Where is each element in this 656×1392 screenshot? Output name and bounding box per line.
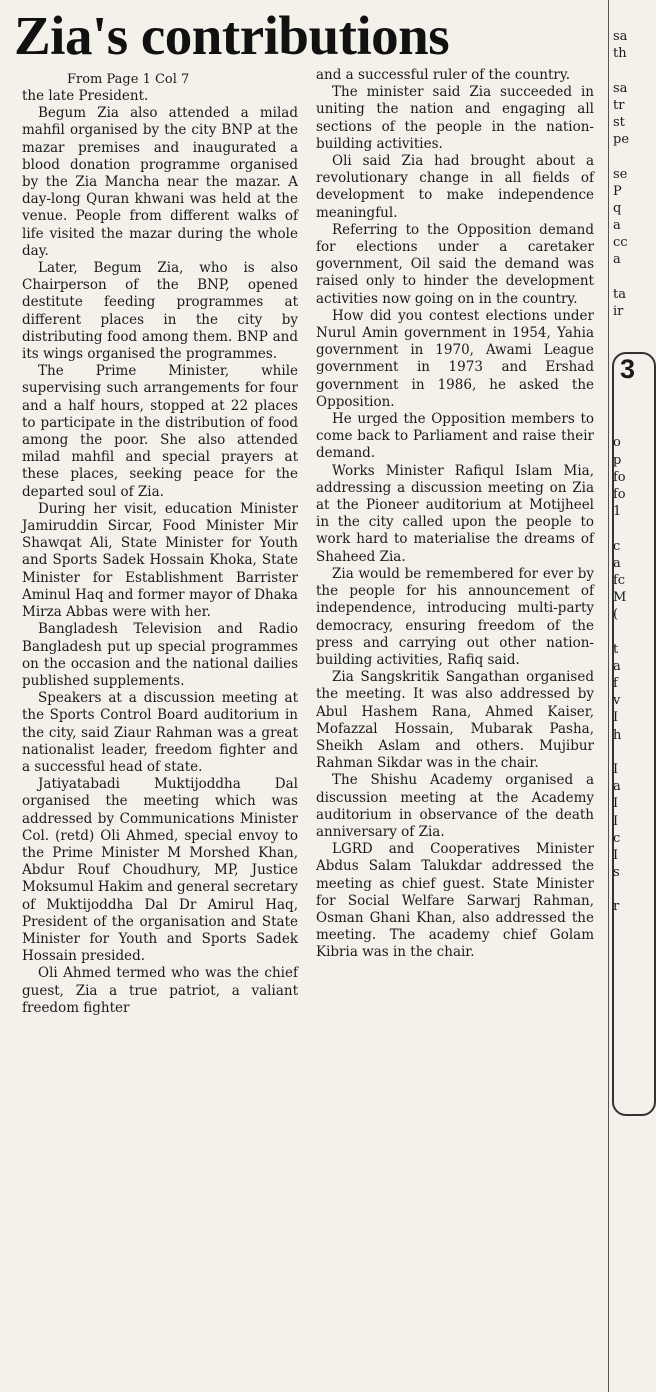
jump-line: From Page 1 Col 7 — [67, 72, 190, 87]
fragment-line: fc — [613, 572, 626, 588]
fragment-line: ir — [613, 304, 624, 319]
paragraph: the late President. — [22, 88, 149, 104]
paragraph: Bangladesh Television and Radio Bangladesh put up special programmes on the occasion and the national dailies published supplements. — [22, 621, 298, 689]
fragment-line — [613, 881, 633, 898]
fragment-line: h — [613, 727, 622, 743]
fragment-line — [613, 417, 633, 434]
fragment-line: t — [613, 641, 619, 657]
paragraph: Works Minister Rafiqul Islam Mia, addressing a discussion meeting on Zia at the Pioneer auditorium at Motijheel in the city called upon the people to work hard to materialise the dreams of Shaheed Zia. — [316, 462, 594, 565]
fragment-line: o — [613, 435, 621, 451]
fragment-line: M — [613, 590, 627, 606]
adjacent-article-top-fragment — [613, 28, 633, 320]
fragment-line: q — [613, 200, 622, 216]
article-column-2 — [316, 67, 594, 962]
fragment-line: I — [613, 796, 619, 812]
fragment-line: sa — [613, 80, 628, 96]
fragment-line: I — [613, 813, 619, 829]
paragraph: How did you contest elections under Nurul Amin government in 1954, Yahia government in 1970, Awami League government in 1973 and Ershad government in 1986, he asked the Opposition. — [316, 307, 594, 410]
fragment-line — [613, 269, 633, 286]
fragment-line: ta — [613, 286, 626, 302]
paragraph: During her visit, education Minister Jamiruddin Sircar, Food Minister Mir Shawqat Ali, State Minister for Youth and Sports Sadek Hossain Khoka, State Minister for Establishment Barrister Aminul Haq and former mayor of Dhaka Mirza Abbas were with her. — [22, 500, 298, 621]
fragment-line: th — [613, 46, 627, 62]
fragment-line: I — [613, 847, 619, 863]
fragment-line — [613, 400, 633, 417]
fragment-line: c — [613, 538, 621, 554]
paragraph: LGRD and Cooperatives Minister Abdus Salam Talukdar addressed the meeting as chief guest. State Minister for Social Welfare Sarwarj Rahman, Osman Ghani Khan, also addressed the meeting. The academy chief Golam Kibria was in the chair. — [316, 841, 594, 961]
column-divider — [608, 0, 609, 1392]
article-column-1 — [22, 71, 298, 1017]
fragment-line: a — [613, 779, 621, 795]
fragment-line: tr — [613, 97, 625, 113]
fragment-line: 1 — [613, 504, 622, 520]
paragraph: The Prime Minister, while supervising such arrangements for four and a half hours, stopped at 22 places to participate in the distribution of food among the poor. She also attended milad mahfil and special prayers at these places, seeking peace for the departed soul of Zia. — [22, 363, 298, 500]
box-number: 3 — [620, 354, 636, 384]
fragment-line: s — [613, 865, 620, 881]
fragment-line: I — [613, 710, 619, 726]
fragment-line: cc — [613, 235, 628, 251]
fragment-line — [613, 520, 633, 537]
fragment-line: c — [613, 830, 621, 846]
fragment-line: a — [613, 218, 621, 234]
paragraph: Referring to the Opposition demand for elections under a caretaker government, Oil said the demand was raised only to hinder the development activities now going on in the country. — [316, 221, 594, 307]
fragment-line — [613, 623, 633, 640]
paragraph: Zia would be remembered for ever by the people for his announcement of independence, introducing multi-party democracy, ensuring freedom of the press and carrying out other nation-building activities, Rafiq said. — [316, 565, 594, 668]
fragment-line: pe — [613, 132, 630, 148]
fragment-line: se — [613, 166, 628, 182]
fragment-line: r — [613, 899, 620, 915]
fragment-line: st — [613, 114, 625, 130]
fragment-line: f — [613, 676, 618, 691]
fragment-line: p — [613, 452, 622, 468]
fragment-line: ( — [613, 607, 619, 623]
paragraph: The minister said Zia succeeded in uniting the nation and engaging all sections of the people in the nation-building activities. — [316, 84, 594, 152]
fragment-line: fo — [613, 486, 626, 502]
paragraph: Later, Begum Zia, who is also Chairperson of the BNP, opened destitute feeding programmes at different places in the city by distributing food among them. BNP and its wings organised the programmes. — [22, 260, 298, 363]
paragraph: Oli Ahmed termed who was the chief guest, Zia a true patriot, a valiant freedom fighter — [22, 965, 298, 1016]
fragment-line — [613, 148, 633, 165]
paragraph: Speakers at a discussion meeting at the Sports Control Board auditorium in the city, said Ziaur Rahman was a great nationalist leader, freedom fighter and a successful head of state. — [22, 690, 298, 775]
fragment-line: a — [613, 658, 621, 674]
paragraph: Begum Zia also attended a milad mahfil organised by the city BNP at the mazar premises and inaugurated a blood donation programme organised by the Zia Mancha near the mazar. A day-long Quran khwani was held at the venue. People from different walks of life visited the mazar during the whole day. — [22, 105, 298, 259]
fragment-line: v — [613, 693, 621, 709]
adjacent-article-box-fragment — [613, 400, 633, 916]
paragraph: He urged the Opposition members to come back to Parliament and raise their demand. — [316, 411, 594, 462]
fragment-line: a — [613, 252, 621, 268]
paragraph: The Shishu Academy organised a discussion meeting at the Academy auditorium in observance of the death anniversary of Zia. — [316, 772, 594, 840]
fragment-line: fo — [613, 469, 626, 485]
paragraph: Zia Sangskritik Sangathan organised the meeting. It was also addressed by Abul Hashem Rana, Ahmed Kaiser, Mofazzal Hossain, Mubarak Pasha, Sheikh Aslam and others. Mujibur Rahman Sikdar was in the chair. — [316, 669, 594, 772]
fragment-line: P — [613, 183, 622, 199]
fragment-line: a — [613, 555, 621, 571]
fragment-line — [613, 744, 633, 761]
headline: Zia's contributions — [14, 5, 450, 66]
fragment-line: I — [613, 761, 619, 777]
fragment-line: sa — [613, 29, 628, 44]
paragraph: Oli said Zia had brought about a revolutionary change in all fields of development to make independence meaningful. — [316, 153, 594, 221]
paragraph: and a successful ruler of the country. — [316, 67, 571, 83]
paragraph: Jatiyatabadi Muktijoddha Dal organised the meeting which was addressed by Communications Minister Col. (retd) Oli Ahmed, special envoy to the Prime Minister M Morshed Khan, Abdur Rouf Choudhury, MP, Justice Moksumul Hakim and general secretary of Muktijoddha Dal Dr Amirul Haq, President of the organisation and State Minister for Youth and Sports Sadek Hossain presided. — [22, 776, 298, 965]
fragment-line — [613, 62, 633, 79]
